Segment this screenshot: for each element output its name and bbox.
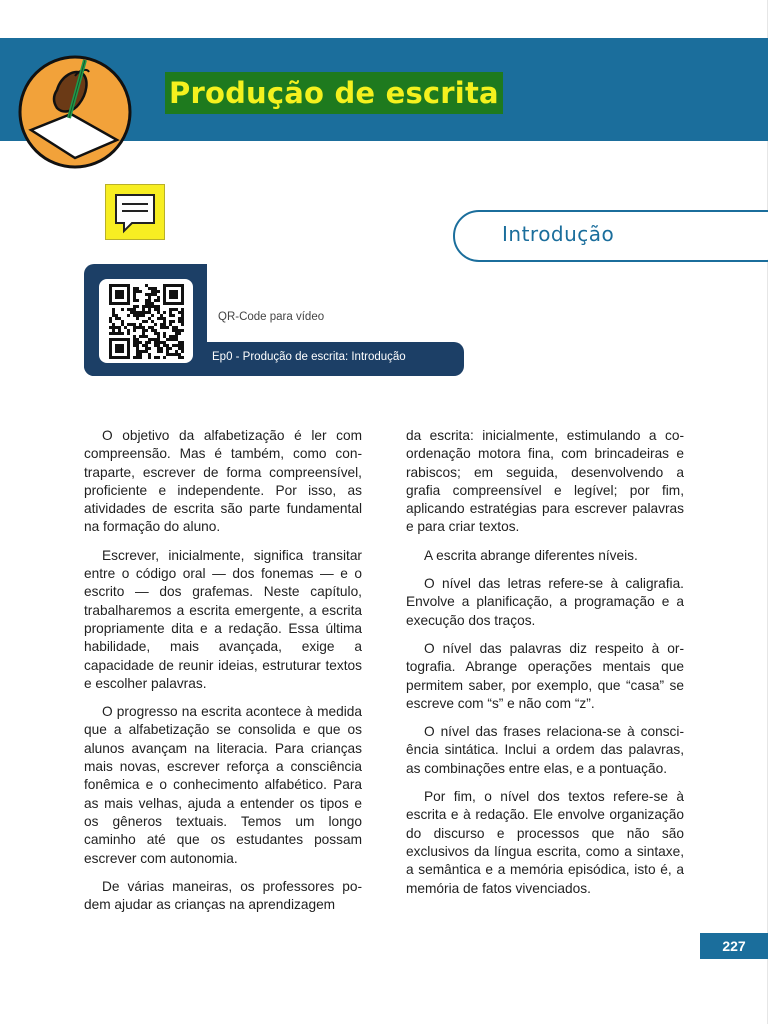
qr-label: QR-Code para vídeo [218,311,325,323]
paragraph: Escrever, inicialmente, significa transitar entre o código oral — dos fonemas — e o escrito — dos grafemas. Neste capítulo, trabalharemos a escrita emergente, a escrita propriamente dita e a redação. Essa última habilidade, mais avançada, exige a capacidade de reunir ideias, estruturar textos e escolher palavras. [84,547,362,691]
qr-code-frame [99,279,193,363]
paragraph: A escrita abrange diferentes níveis. [424,547,638,563]
paragraph: Por fim, o nível dos textos refere-se à escrita e à redação. Ele envolve organização do discurso e processos que não são exclusivos da língua escrita, como a sintaxe, a semântica e a memória episódica, isto é, a memória de fatos vivenciados. [406,789,684,896]
section-title: Introdução [502,222,615,246]
paragraph: da escrita: inicialmente, estimulando a coordenação motora fina, com brincadeiras e rabiscos; em seguida, desenvolvendo a grafia compreensível e legível; por fim, aplicando estratégias para escrever palavras e para criar textos. [406,428,684,535]
qr-code-icon[interactable] [99,279,193,363]
page-number: 227 [700,933,768,959]
body-column-right [406,427,684,908]
chat-bubble-icon [105,184,165,240]
body-column-left [84,427,362,924]
hand-writing-icon [17,54,133,170]
paragraph: O objetivo da alfabetização é ler com compreensão. Mas é também, como contraparte, escrever de forma compreensível, proficiente e independente. Por isso, as atividades de escrita são parte fundamental na formação do aluno. [84,428,362,535]
qr-code-modules [109,284,184,359]
paragraph: O progresso na escrita acontece à medida que a alfabetização se consolida e que os alunos avançam na literacia. Para crianças mais novas, escrever reforça a consciência fonêmica e o conhecimento alfabético. Para as mais velhas, ajuda a entender os tipos e os gêneros textuais. Temos um longo caminho até que os estudantes possam escrever com autonomia. [84,704,362,866]
page-title: Produção de escrita [165,72,503,114]
paragraph: De várias maneiras, os professores podem ajudar as crianças na aprendizagem [84,878,362,913]
paragraph: O nível das frases relaciona-se à consciência sintática. Inclui a ordem das palavras, as combinações entre elas, e a pontuação. [406,724,684,776]
paragraph: O nível das palavras diz respeito à ortografia. Abrange operações mentais que permitem saber, por exemplo, que “casa” se escreve com “s” e não com “z”. [406,640,684,711]
paragraph: O nível das letras refere-se à caligrafia. Envolve a planificação, a programação e a execução dos traços. [406,576,684,628]
qr-caption[interactable]: Ep0 - Produção de escrita: Introdução [212,351,406,363]
